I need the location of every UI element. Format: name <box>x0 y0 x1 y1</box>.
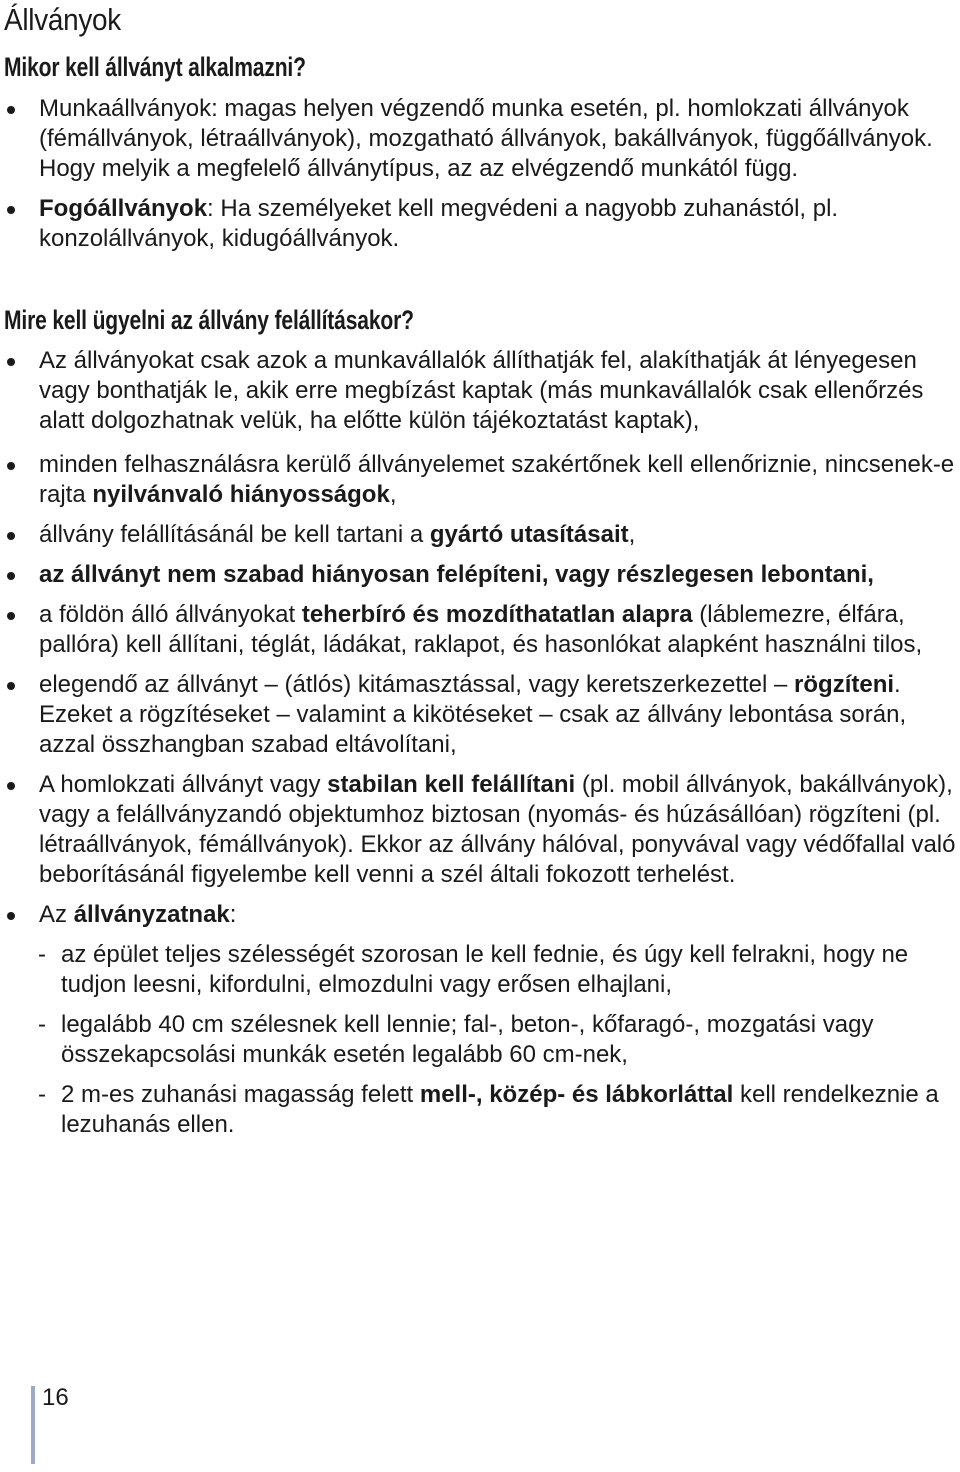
dash-marker: - <box>38 941 46 968</box>
list-item: az állványt nem szabad hiányosan felépíteni, vagy részlegesen lebontani, <box>0 560 960 590</box>
footer-rule <box>31 1386 35 1464</box>
bullet-icon <box>7 532 15 540</box>
page-title: Állványok <box>4 2 121 37</box>
bullet-icon <box>7 358 15 366</box>
sub-list-item: - az épület teljes szélességét szorosan le kell fednie, és úgy kell felrakni, hogy ne tudjon leesni, kifordulni, elmozdulni vagy erősen elhajlani, <box>38 941 909 998</box>
list-item: Munkaállványok: magas helyen végzendő munka esetén, pl. homlokzati állványok (fémállványok, létraállványok), mozgatható állványok, bakállványok, függőállványok. Hogy melyik a megfelelő állványtípus, az az elvégzendő munkától függ. <box>0 94 960 184</box>
list-item: minden felhasználásra kerülő állványelemet szakértőnek kell ellenőriznie, nincsenek-e rajta nyilvánvaló hiányosságok, <box>0 450 960 510</box>
bullet-icon <box>7 612 15 620</box>
bullet-icon <box>7 106 15 114</box>
bullet-icon <box>7 206 15 214</box>
list-item: a földön álló állványokat teherbíró és mozdíthatatlan alapra (láblemezre, élfára, pallóra) kell állítani, téglát, ládákat, raklapot, és hasonlókat alapként használni tilos, <box>0 600 960 660</box>
bullet-icon <box>7 462 15 470</box>
list-item: A homlokzati állványt vagy stabilan kell felállítani (pl. mobil állványok, bakállványok), vagy a felállványzandó objektumhoz biztosan (nyomás- és húzásállóan) rögzíteni (pl. létraállványok, fémállványok). Ekkor az állvány hálóval, ponyvával vagy védőfallal való beborításánál figyelembe kell venni a szél általi fokozott terhelést. <box>0 770 960 890</box>
list-item: Az állványokat csak azok a munkavállalók állíthatják fel, alakíthatják át lényegesen vagy bonthatják le, akik erre megbízást kaptak (más munkavállalók csak ellenőrzés alatt dolgozhatnak velük, ha előtte külön tájékoztatást kaptak), <box>0 346 960 436</box>
list-item: Az állványzatnak: <box>0 900 960 930</box>
sub-list-item: - 2 m-es zuhanási magasság felett mell-, közép- és lábkorláttal kell rendelkeznie a lezuhanás ellen. <box>38 1081 939 1138</box>
page-number: 16 <box>42 1384 69 1411</box>
bullet-icon <box>7 912 15 920</box>
dash-marker: - <box>38 1081 46 1108</box>
list-item: Fogóállványok: Ha személyeket kell megvédeni a nagyobb zuhanástól, pl. konzolállványok, kidugóállványok. <box>0 194 960 254</box>
list-item: elegendő az állványt – (átlós) kitámasztással, vagy keretszerkezettel – rögzíteni. Ezeket a rögzítéseket – valamint a kikötéseket – csak az állvány lebontása során, azzal összhangban szabad eltávolítani, <box>0 670 960 760</box>
section2-list <box>0 346 960 1140</box>
bullet-icon <box>7 682 15 690</box>
section-heading-what: Mire kell ügyelni az állvány felállításakor? <box>4 305 414 335</box>
list-item: állvány felállításánál be kell tartani a gyártó utasításait, <box>0 520 960 550</box>
section-heading-when: Mikor kell állványt alkalmazni? <box>4 52 306 82</box>
dash-marker: - <box>38 1011 46 1038</box>
bullet-icon <box>7 782 15 790</box>
section1-list <box>0 94 960 254</box>
sub-list-item: - legalább 40 cm szélesnek kell lennie; fal-, beton-, kőfaragó-, mozgatási vagy összekapcsolási munkák esetén legalább 60 cm-nek, <box>38 1011 874 1068</box>
bullet-icon <box>7 572 15 580</box>
